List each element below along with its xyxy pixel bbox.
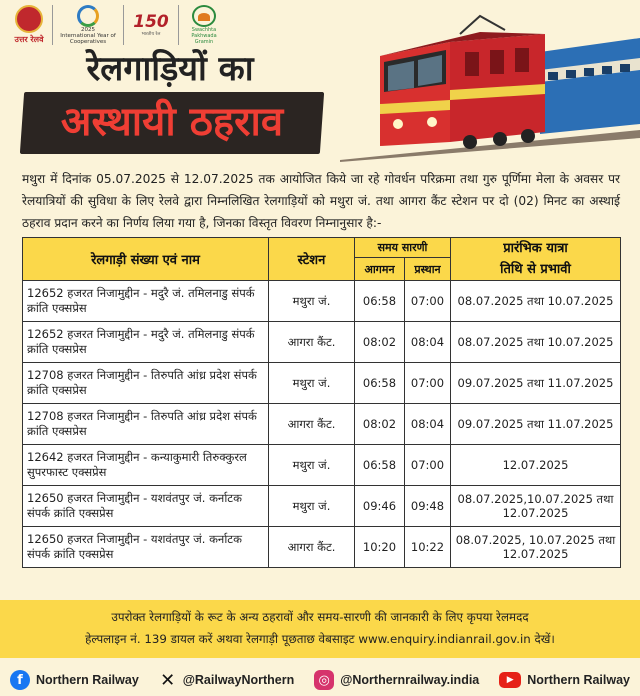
instagram-icon: ◎ [314,670,334,690]
header-effective-line1: प्रारंभिक यात्रा [503,241,568,256]
station: मथुरा जं. [269,445,355,486]
arrival-time: 06:58 [355,363,405,404]
facebook-handle: Northern Railway [35,673,139,687]
departure-time: 07:00 [405,363,451,404]
arrival-time: 10:20 [355,527,405,568]
effective-date: 09.07.2025 तथा 11.07.2025 [451,404,621,445]
cooperatives-emblem-icon [77,5,99,27]
table-row [23,527,621,568]
station: मथुरा जं. [269,281,355,322]
x-link[interactable] [159,670,295,690]
train-name: 12708 हजरत निजामुद्दीन - तिरुपति आंध्र प्रदेश संपर्क क्रांति एक्सप्रेस [23,404,269,445]
title-banner [22,92,322,154]
arrival-time: 06:58 [355,445,405,486]
station: आगरा कैंट. [269,322,355,363]
header-arrival: आगमन [355,258,405,281]
facebook-link[interactable] [10,670,139,690]
departure-time: 08:04 [405,404,451,445]
youtube-link[interactable] [499,672,630,688]
train-name: 12652 हजरत निजामुद्दीन - मदुरै जं. तमिलनाडु संपर्क क्रांति एक्सप्रेस [23,281,269,322]
facebook-icon: f [10,670,30,690]
note-line-2: हेल्पलाइन नं. 139 डायल करें अथवा रेलगाड़ी पूछताछ वेबसाइट www.enquiry.indianrail.gov.in देखें। [85,632,555,646]
railways-150-subtext: भारतीय रेल [141,32,161,37]
schedule-table [22,237,621,568]
arrival-time: 06:58 [355,281,405,322]
arrival-time: 08:02 [355,404,405,445]
table-row [23,445,621,486]
train-name: 12652 हजरत निजामुद्दीन - मदुरै जं. तमिलनाडु संपर्क क्रांति एक्सप्रेस [23,322,269,363]
indian-railways-emblem-icon [15,5,43,33]
effective-date: 08.07.2025, 10.07.2025 तथा 12.07.2025 [451,527,621,568]
header-station: स्टेशन [269,238,355,281]
x-handle: @RailwayNorthern [182,673,295,687]
international-year-cooperatives-logo [53,5,124,45]
youtube-icon: ▶ [499,672,521,688]
effective-date: 09.07.2025 तथा 11.07.2025 [451,363,621,404]
swachh-bharat-text: Swachhta Pakhwada Gramin [191,27,217,45]
header-train: रेलगाड़ी संख्या एवं नाम [23,238,269,281]
train-name: 12642 हजरत निजामुद्दीन - कन्याकुमारी तिरुक्कुरल सुपरफास्ट एक्सप्रेस [23,445,269,486]
train-name: 12650 हजरत निजामुद्दीन - यशवंतपुर जं. कर्नाटक संपर्क क्रांति एक्सप्रेस [23,486,269,527]
iyc-text: International Year of Cooperatives [60,33,116,45]
table-row [23,281,621,322]
effective-date: 12.07.2025 [451,445,621,486]
swachh-bharat-emblem-icon [192,5,216,27]
station: आगरा कैंट. [269,404,355,445]
x-icon: ✕ [160,669,176,691]
swachh-bharat-logo [179,5,229,45]
header-departure: प्रस्थान [405,258,451,281]
effective-date: 08.07.2025 तथा 10.07.2025 [451,322,621,363]
departure-time: 07:00 [405,281,451,322]
station: आगरा कैंट. [269,527,355,568]
iyc-year: 2025 [81,27,95,33]
table-row [23,404,621,445]
header-effective [451,238,621,281]
partner-logos [6,4,229,46]
youtube-handle: Northern Railway [527,673,631,687]
header-timing: समय सारणी [355,238,451,258]
indian-railways-logo-text: उत्तर रेलवे [14,35,44,44]
title-line-2: अस्थायी ठहराव [60,98,284,145]
arrival-time: 09:46 [355,486,405,527]
departure-time: 08:04 [405,322,451,363]
table-row [23,322,621,363]
header-effective-line2: तिथि से प्रभावी [500,262,571,277]
effective-date: 08.07.2025 तथा 10.07.2025 [451,281,621,322]
arrival-time: 08:02 [355,322,405,363]
station: मथुरा जं. [269,486,355,527]
intro-paragraph: मथुरा में दिनांक 05.07.2025 से 12.07.2025 तक आयोजित किये जा रहे गोवर्धन परिक्रमा तथा गुरु पूर्णिमा मेला के अवसर पर रेलयात्रियों की सुविधा के लिए रेलवे द्वारा निम्नलिखित रेलगाड़ियों को मथुरा जं. तथा आगरा कैंट स्टेशन पर दो (02) मिनट का अस्थाई ठहराव प्रदान करने का निर्णय लिया गया है, जिनका विस्तृत विवरण निम्नानुसार है:- [22,172,620,230]
train-name: 12650 हजरत निजामुद्दीन - यशवंतपुर जं. कर्नाटक संपर्क क्रांति एक्सप्रेस [23,527,269,568]
departure-time: 07:00 [405,445,451,486]
indian-railways-logo [6,5,53,45]
railways-150-logo [124,5,179,45]
railways-150-number: 150 [133,12,169,32]
footer-note [0,600,640,658]
effective-date: 08.07.2025,10.07.2025 तथा 12.07.2025 [451,486,621,527]
instagram-handle: @Northernrailway.india [340,673,480,687]
departure-time: 09:48 [405,486,451,527]
note-line-1: उपरोक्त रेलगाड़ियों के रूट के अन्य ठहरावों और समय-सारणी की जानकारी के लिए कृपया रेलमदद [111,610,529,624]
table-row [23,486,621,527]
train-name: 12708 हजरत निजामुद्दीन - तिरुपति आंध्र प्रदेश संपर्क क्रांति एक्सप्रेस [23,363,269,404]
social-bar [0,664,640,696]
instagram-link[interactable] [314,670,479,690]
departure-time: 10:22 [405,527,451,568]
locomotive-illustration [340,12,640,162]
title-line-1: रेलगाड़ियों का [86,49,254,89]
station: मथुरा जं. [269,363,355,404]
table-row [23,363,621,404]
